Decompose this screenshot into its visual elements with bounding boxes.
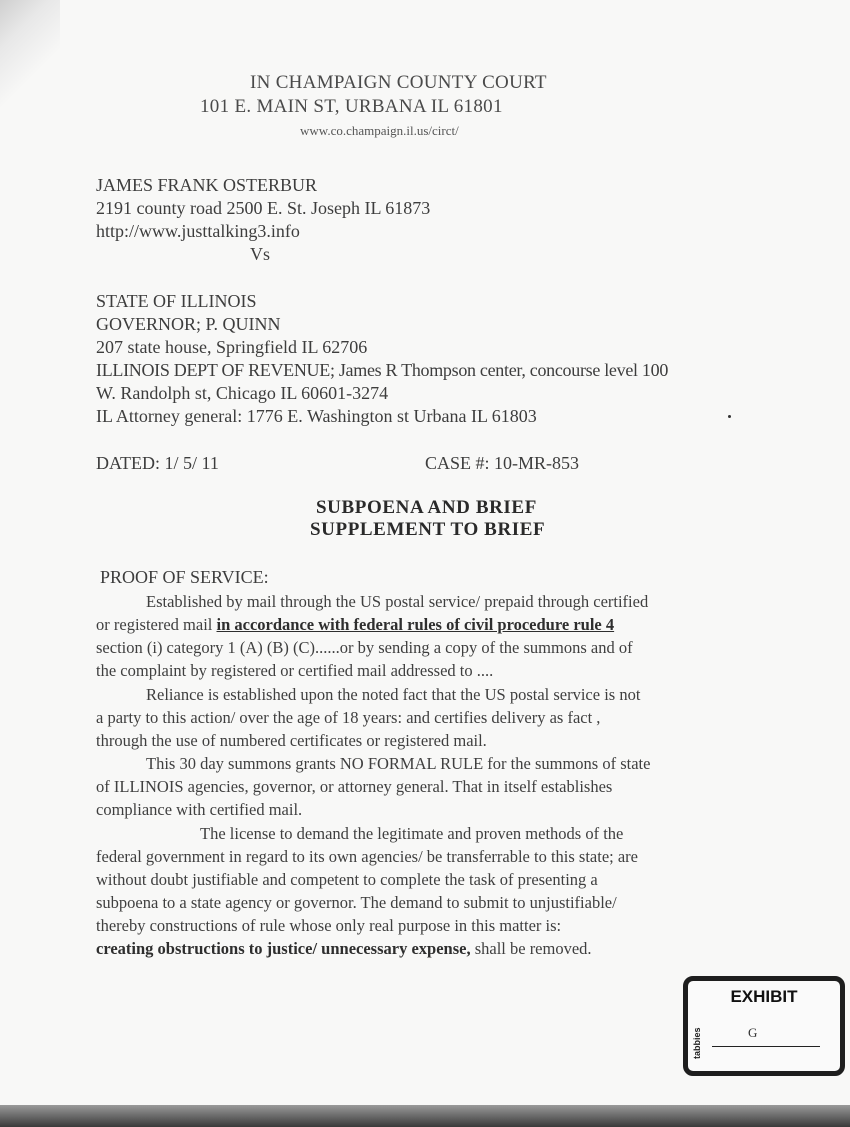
defendant-line: STATE OF ILLINOIS	[96, 291, 257, 311]
defendant-line: 207 state house, Springfield IL 62706	[96, 337, 368, 357]
body-line: the complaint by registered or certified mail addressed to ....	[96, 661, 494, 680]
body-line: a party to this action/ over the age of 18 years: and certifies delivery as fact ,	[96, 708, 601, 727]
body-line: Established by mail through the US postal service/ prepaid through certified	[146, 592, 649, 611]
case-number: CASE #: 10-MR-853	[425, 453, 580, 473]
plaintiff-name: JAMES FRANK OSTERBUR	[96, 175, 318, 195]
defendant-line: GOVERNOR; P. QUINN	[96, 314, 281, 334]
dated-line: DATED: 1/ 5/ 11	[96, 453, 219, 473]
rule-reference: in accordance with federal rules of civil procedure rule 4	[216, 615, 615, 634]
body-line: Reliance is established upon the noted fact that the US postal service is not	[146, 685, 641, 704]
speck-mark	[728, 415, 731, 418]
emphasis-text: creating obstructions to justice/ unnecessary expense,	[96, 939, 471, 958]
body-line	[96, 937, 592, 960]
body-line: without doubt justifiable and competent to complete the task of presenting a	[96, 870, 598, 889]
body-line: section (i) category 1 (A) (B) (C)......or by sending a copy of the summons and of	[96, 638, 633, 657]
body-line: of ILLINOIS agencies, governor, or attorney general. That in itself establishes	[96, 777, 613, 796]
body-line: federal government in regard to its own agencies/ be transferrable to this state; are	[96, 847, 638, 866]
court-name: IN CHAMPAIGN COUNTY COURT	[250, 72, 547, 93]
court-url: www.co.champaign.il.us/circt/	[300, 123, 459, 138]
body-text: shall be removed.	[470, 939, 592, 958]
exhibit-underline	[712, 1046, 820, 1047]
body-line: This 30 day summons grants NO FORMAL RULE for the summons of state	[146, 754, 651, 773]
section-label: PROOF OF SERVICE:	[100, 567, 269, 587]
plaintiff-website: http://www.justtalking3.info	[96, 221, 300, 241]
defendant-line: ILLINOIS DEPT OF REVENUE; James R Thompson center, concourse level 100	[96, 360, 669, 380]
document-title: SUBPOENA AND BRIEF	[316, 497, 537, 518]
document-subtitle: SUPPLEMENT TO BRIEF	[310, 519, 546, 540]
body-line: thereby constructions of rule whose only real purpose in this matter is:	[96, 916, 562, 935]
court-address: 101 E. MAIN ST, URBANA IL 61801	[200, 96, 503, 117]
body-line: subpoena to a state agency or governor. The demand to submit to unjustifiable/	[96, 893, 617, 912]
exhibit-letter: G	[748, 1025, 758, 1040]
body-line	[96, 613, 614, 636]
body-text: or registered mail	[96, 615, 217, 634]
defendant-line: IL Attorney general: 1776 E. Washington st Urbana IL 61803	[96, 406, 537, 426]
body-line: compliance with certified mail.	[96, 800, 303, 819]
body-line: The license to demand the legitimate and proven methods of the	[200, 824, 624, 843]
exhibit-brand-logo: tabbies	[692, 1027, 702, 1059]
exhibit-title: EXHIBIT	[730, 987, 798, 1006]
body-line: through the use of numbered certificates or registered mail.	[96, 731, 487, 750]
scan-bottom-edge	[0, 1105, 850, 1127]
page-edge-shadow	[0, 0, 60, 140]
defendant-line: W. Randolph st, Chicago IL 60601-3274	[96, 383, 389, 403]
versus-label: Vs	[250, 244, 271, 264]
exhibit-sticker	[683, 976, 845, 1076]
plaintiff-address: 2191 county road 2500 E. St. Joseph IL 61873	[96, 198, 431, 218]
